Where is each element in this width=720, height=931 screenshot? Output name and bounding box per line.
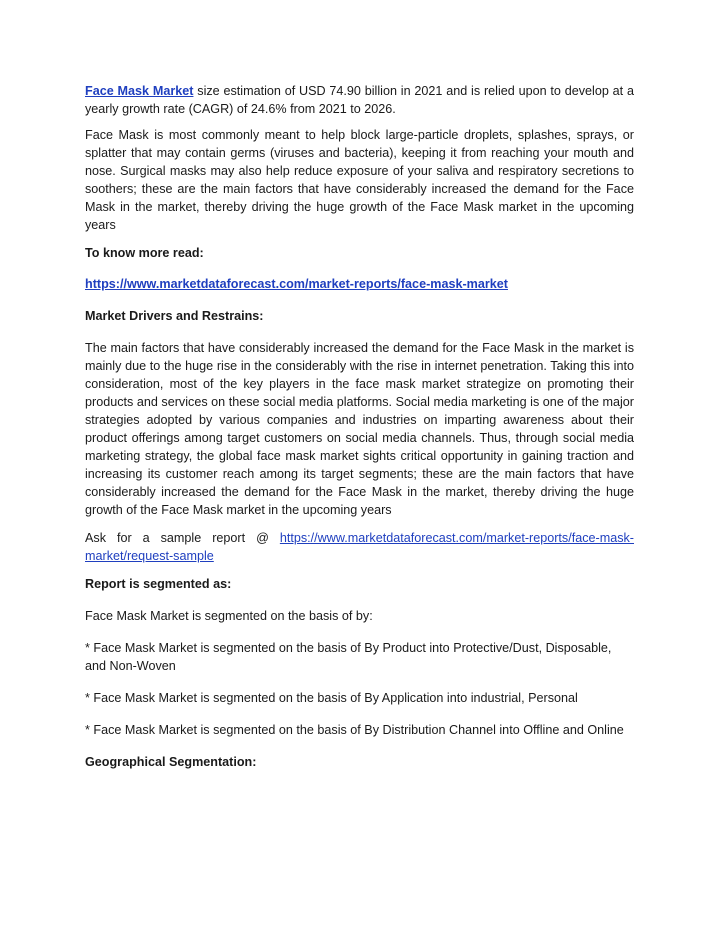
intro-text: size estimation of USD 74.90 billion in 2021 and is relied upon to develop at a yearly growth rate (CAGR) of 24.6% from 2021 to 2026. — [85, 84, 634, 116]
segment-item-distribution: * Face Mask Market is segmented on the basis of By Distribution Channel into Offline and Online — [85, 723, 624, 737]
sample-paragraph — [85, 529, 634, 565]
segment-item-product: * Face Mask Market is segmented on the basis of By Product into Protective/Dust, Disposable, and Non-Woven — [85, 641, 612, 673]
segmentation-heading: Report is segmented as: — [85, 577, 232, 591]
geo-heading: Geographical Segmentation: — [85, 755, 257, 769]
segmentation-intro: Face Mask Market is segmented on the basis of by: — [85, 609, 373, 623]
segment-item-application: * Face Mask Market is segmented on the basis of By Application into industrial, Personal — [85, 691, 578, 705]
drivers-heading: Market Drivers and Restrains: — [85, 309, 264, 323]
sample-report-link[interactable]: https://www.marketdataforecast.com/market-reports/face-mask-market/request-sample — [85, 531, 634, 563]
drivers-paragraph: The main factors that have considerably increased the demand for the Face Mask in the market is mainly due to the huge rise in the considerably with the rise in internet penetration. Taking this into consideration, most of the key players in the face mask market strategize on promoting their products and services on these social media platforms. Social media marketing is one of the major strategies adopted by various companies and industries on imparting awareness about their product offerings among target customers on social media channels. Thus, through social media marketing strategy, the global face mask market sights critical opportunity in gaining traction and increasing its customer reach among its target segments; these are the main factors that have considerably increased the demand for the Face Mask in the market, thereby driving the huge growth of the Face Mask market in the upcoming years — [85, 341, 634, 517]
read-more-heading: To know more read: — [85, 246, 204, 260]
sample-prefix: Ask for a sample report @ — [85, 531, 280, 545]
read-more-link-line — [85, 275, 634, 293]
read-more-link[interactable]: https://www.marketdataforecast.com/market-reports/face-mask-market — [85, 277, 508, 291]
about-paragraph: Face Mask is most commonly meant to help block large-particle droplets, splashes, sprays, or splatter that may contain germs (viruses and bacteria), keeping it from reaching your mouth and nose. Surgical masks may also help reduce exposure of your saliva and respiratory secretions to soothers; these are the main factors that have considerably increased the demand for the Face Mask in the market, thereby driving the huge growth of the Face Mask market in the upcoming years — [85, 128, 634, 232]
face-mask-market-link[interactable]: Face Mask Market — [85, 84, 194, 98]
intro-paragraph — [85, 82, 634, 118]
